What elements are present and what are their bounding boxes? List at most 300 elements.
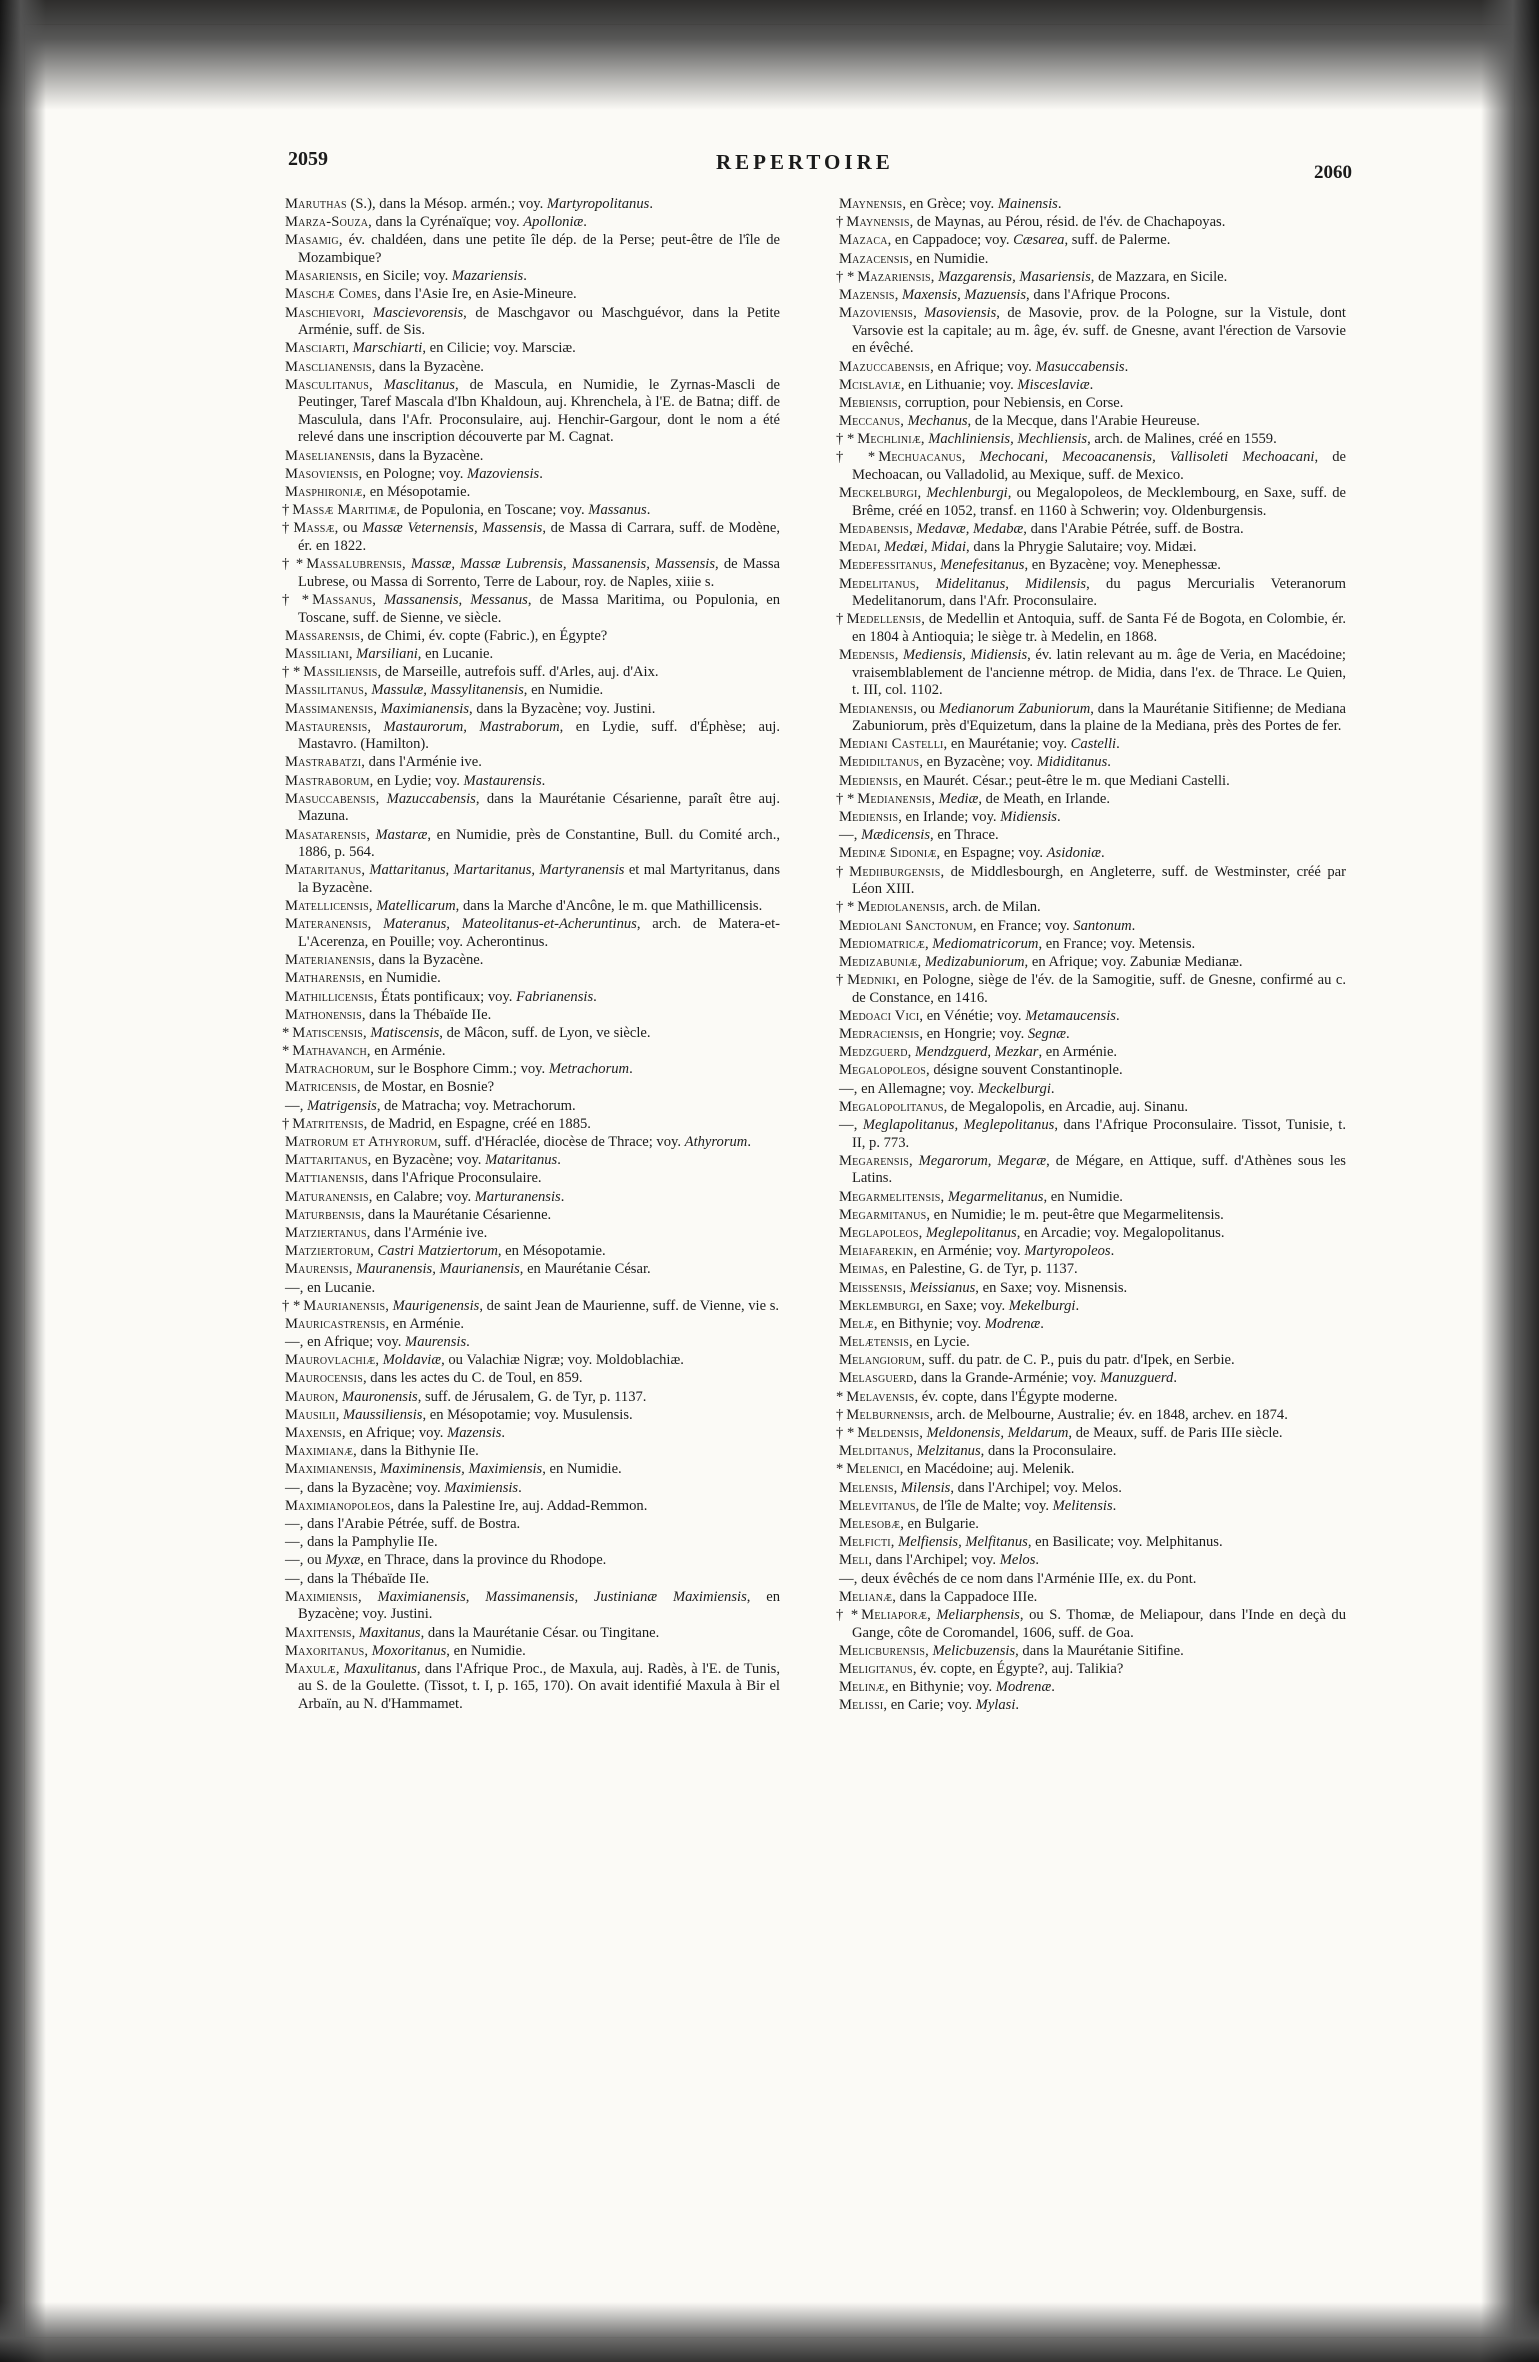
entry-headword: Maynensis (846, 214, 910, 231)
entry-headword: Matritensis (292, 1115, 364, 1132)
dictionary-entry (282, 1352, 780, 1370)
entry-tail: , en Numidie. (523, 682, 604, 699)
entry-variants: Meldonensis, Meldarum (926, 1425, 1069, 1442)
entry-text: , en Maurét. César.; peut-être le m. que Mediani Castelli. (898, 772, 1230, 789)
entry-text: , (368, 898, 377, 915)
dictionary-entry (282, 1061, 780, 1079)
entry-variants: Maximianensis (380, 700, 470, 717)
entry-tail: , de Massa Maritima, ou Populonia, en Toscane, suff. de Sienne, ve siècle. (298, 591, 781, 626)
dictionary-entry (836, 1062, 1346, 1080)
dictionary-entry (836, 845, 1346, 863)
entry-headword: Meligitanus (839, 1660, 913, 1677)
dictionary-entry (282, 1534, 780, 1552)
dictionary-entry (836, 1099, 1346, 1117)
entry-text: , (364, 1642, 372, 1659)
entry-tail: , de Matracha; voy. Metrachorum. (376, 1097, 576, 1114)
entry-headword: Masuccabensis (285, 790, 376, 807)
entry-tail: , arch. de Matera-et-L'Acerenza, en Pouille; voy. Acherontinus. (298, 916, 781, 950)
entry-headword: Mathavanch (292, 1043, 367, 1060)
scan-edge-right (1481, 0, 1539, 2362)
entry-tail: , dans la Maurétanie Césarienne, paraît être auj. Mazuna. (298, 790, 781, 825)
entry-headword: Masamig (285, 232, 339, 249)
entry-text: , en Pologne, siège de l'év. de la Samogitie, suff. de Gnesne, confirmé au c. de Constance, en 1416. (852, 972, 1347, 1006)
dictionary-entry (836, 1552, 1346, 1570)
entry-variants: Mastaurensis (463, 772, 542, 789)
entry-variants: Milensis (900, 1479, 951, 1496)
entry-text: , (907, 1044, 915, 1061)
entry-text: , (917, 953, 925, 970)
dictionary-entry (282, 664, 780, 682)
entry-tail: , en Maurétanie César. (519, 1261, 651, 1278)
entry-headword: Mazaca (839, 232, 888, 249)
entry-tail: . (1075, 1297, 1080, 1314)
entry-headword: Medinæ Sidoniæ (839, 845, 937, 862)
entry-headword: Meklemburgi (839, 1297, 920, 1314)
entry-tail: , dans l'Afrique Procons. (1026, 286, 1171, 303)
entry-headword: Mathonensis (285, 1006, 362, 1023)
entry-text: , en Bithynie; voy. (873, 1315, 985, 1332)
entry-text: , (930, 268, 939, 285)
entry-headword: Massæ (293, 520, 335, 537)
dictionary-entry (282, 791, 780, 826)
dictionary-entry (282, 1207, 780, 1225)
entry-text: , (908, 521, 917, 537)
dictionary-entry (836, 521, 1346, 539)
entry-headword: Maturanensis (285, 1188, 369, 1205)
dictionary-entry (282, 1516, 780, 1534)
entry-headword: Maruthas (285, 196, 347, 212)
entry-headword: Mataritanus (285, 862, 362, 879)
dictionary-entry (282, 1643, 780, 1661)
entry-variants: Melos (999, 1552, 1036, 1569)
entry-headword: Massarensis (285, 627, 361, 644)
entry-text: , en Macédoine; auj. Melenik. (899, 1461, 1075, 1478)
entry-variants: Cæsarea (1013, 232, 1065, 249)
entry-headword: Mastraborum (285, 772, 370, 789)
entry-headword: Maxensis (285, 1425, 342, 1442)
entry-headword: Masciarti (285, 340, 346, 357)
dictionary-entry (282, 1025, 780, 1043)
entry-tail: , dans la Maurétanie Sitifienne; de Mediana Zabuniorum, près d'Equizetum, dans la plaine de la Mediana, près des Portes de fer. (852, 700, 1346, 735)
entry-mark: * (836, 1388, 844, 1405)
entry-text: , (924, 935, 933, 952)
entry-tail: , en France; voy. Metensis. (1038, 935, 1196, 952)
entry-headword: Melianæ (839, 1588, 893, 1605)
dictionary-entry (282, 1552, 780, 1570)
entry-text: , év. copte, en Égypte?, auj. Talikia? (912, 1660, 1124, 1677)
dictionary-entry (282, 1170, 780, 1188)
dictionary-entry (836, 899, 1346, 917)
entry-variants: Massæ, Massæ Lubrensis, Massanensis, Massensis (410, 556, 716, 573)
dictionary-entry (836, 449, 1346, 484)
entry-text: , év. chaldéen, dans une petite île dép. de la Perse; peut-être de l'île de Mozambique? (298, 232, 780, 266)
entry-text: , en Maurétanie; voy. (943, 736, 1071, 753)
entry-tail: , en Cilicie; voy. Marsciæ. (422, 340, 576, 357)
entry-text: , dans l'Arabie Pétrée, suff. de Bostra. (299, 1515, 521, 1532)
dictionary-entry (282, 1152, 780, 1170)
entry-headword: Melangiorum (839, 1352, 922, 1369)
entry-text: , sur le Bosphore Cimm.; voy. (370, 1061, 549, 1078)
dictionary-entry (836, 773, 1346, 791)
entry-headword: Mebiensis (839, 394, 898, 411)
dictionary-entry (282, 1407, 780, 1425)
entry-headword: Melætensis (839, 1334, 909, 1351)
entry-tail: , en Numidie. (542, 1461, 622, 1478)
entry-variants: Segnæ (1027, 1026, 1066, 1043)
entry-headword: Mathillicensis (285, 988, 374, 1005)
entry-tail: . (583, 214, 587, 231)
entry-tail: . (1107, 754, 1111, 771)
left-column (282, 196, 780, 1714)
entry-tail: , ou Valachiæ Nigræ; voy. Moldoblachiæ. (441, 1352, 684, 1369)
entry-headword: Maschæ Comes (285, 286, 378, 303)
entry-text: , en Numidie. (908, 250, 989, 267)
entry-headword: Maschievori (285, 304, 361, 321)
dictionary-entry (836, 1352, 1346, 1370)
right-column (836, 196, 1346, 1715)
entry-variants: Midelitanus, Midilensis (935, 575, 1087, 592)
entry-mark: * (282, 1043, 290, 1060)
entry-headword: Medraciensis (839, 1026, 920, 1043)
entry-headword: Megalopolitanus (839, 1098, 944, 1115)
entry-tail: , arch. de Malines, créé en 1559. (1087, 431, 1277, 448)
entry-text: , (927, 1606, 937, 1623)
entry-headword: Maselianensis (285, 447, 372, 464)
entry-text: , en Palestine, G. de Tyr, p. 1137. (884, 1261, 1078, 1278)
dictionary-entry (836, 1189, 1346, 1207)
dictionary-entry (836, 1643, 1346, 1661)
entry-tail: . (649, 196, 653, 212)
dictionary-entry (836, 647, 1346, 700)
entry-headword: Medizabuniæ (839, 953, 918, 970)
running-title: REPERTOIRE (716, 150, 894, 174)
entry-text: , en Afrique; voy. (930, 358, 1036, 375)
entry-headword: Masculitanus (285, 376, 370, 393)
entry-tail: , de Mechoacan, ou Valladolid, au Mexique, suff. de Mexico. (852, 449, 1346, 484)
entry-text: , désigne souvent Constantinople. (926, 1062, 1123, 1079)
entry-variants: Modrenæ (984, 1315, 1041, 1332)
entry-variants: Mainensis (997, 196, 1058, 212)
entry-tail: , en Lydie, suff. d'Éphèse; auj. Mastavro. (Hamilton). (298, 718, 780, 753)
entry-variants: Maussiliensis (342, 1406, 423, 1423)
entry-variants: Mediomatricorum (932, 935, 1039, 952)
entry-variants: Maxensis, Mazuensis (902, 286, 1027, 303)
entry-tail: , en Basilicate; voy. Melphitanus. (1027, 1534, 1223, 1551)
dictionary-entry (282, 359, 780, 377)
entry-variants: Mastaræ (375, 826, 428, 843)
dictionary-entry (282, 1043, 780, 1061)
dictionary-entry (836, 1679, 1346, 1697)
entry-variants: Mylasi (975, 1697, 1016, 1714)
entry-text: , en Hongrie; voy. (919, 1026, 1028, 1043)
dictionary-entry (282, 1134, 780, 1152)
entry-tail: . (560, 1188, 565, 1205)
entry-tail: , de la Mecque, dans l'Arabie Heureuse. (967, 413, 1200, 430)
entry-mark: † * (836, 449, 876, 466)
entry-text: , en Numidie; le m. peut-être que Megarmelitensis. (926, 1206, 1224, 1223)
entry-variants: Medizabuniorum (924, 953, 1025, 970)
entry-headword: Mediensis (839, 772, 899, 789)
entry-variants: Myxæ (325, 1552, 361, 1569)
dictionary-entry (282, 1498, 780, 1516)
dictionary-entry (282, 1261, 780, 1279)
entry-headword: — (285, 1534, 300, 1551)
entry-tail: , en Byzacène; voy. Justini. (298, 1588, 780, 1623)
dictionary-entry (836, 1316, 1346, 1334)
entry-text: , dans l'Archipel; voy. (868, 1552, 1000, 1569)
entry-tail: , en Lucanie. (417, 645, 494, 662)
entry-headword: Matellicensis (285, 898, 369, 915)
entry-tail: . (523, 268, 527, 285)
entry-text: , en Carie; voy. (883, 1697, 976, 1714)
entry-text: , de Marseille, autrefois suff. d'Arles, auj. d'Aix. (377, 664, 659, 681)
entry-tail: , dans l'Archipel; voy. Melos. (950, 1479, 1122, 1496)
dictionary-entry (282, 1225, 780, 1243)
entry-text: , dans la Bithynie IIe. (353, 1443, 479, 1460)
entry-text: , de l'île de Malte; voy. (915, 1497, 1053, 1514)
entry-variants: Menefesitanus (940, 557, 1025, 574)
entry-text: , dans la Palestine Ire, auj. Addad-Remmon. (390, 1497, 648, 1514)
dictionary-entry (836, 1607, 1346, 1642)
dictionary-entry (836, 359, 1346, 377)
entry-variants: Maxitanus (358, 1624, 421, 1641)
dictionary-entry (836, 754, 1346, 772)
entry-headword: Medzguerd (839, 1044, 908, 1061)
entry-variants: Melicbuzensis (932, 1642, 1016, 1659)
dictionary-entry (836, 196, 1346, 214)
entry-text: , (902, 1279, 910, 1296)
entry-tail: . (1089, 376, 1094, 393)
page-number-left: 2059 (288, 148, 328, 170)
entry-tail: . (539, 465, 543, 482)
entry-text: , en Numidie. (361, 970, 441, 987)
entry-variants: Meliarphensis (936, 1606, 1020, 1623)
entry-text: , dans l'Afrique Proconsulaire. (364, 1170, 542, 1187)
dictionary-entry (282, 646, 780, 664)
entry-variants: Melitensis (1052, 1497, 1113, 1514)
entry-variants: Mazariensis (451, 268, 524, 285)
dictionary-entry (282, 1116, 780, 1134)
entry-tail: et mal Martyritanus, dans la Byzacène. (298, 862, 781, 896)
entry-headword: Maxoritanus (285, 1642, 365, 1659)
dictionary-entry (282, 1461, 780, 1479)
entry-headword: Mediensis (839, 809, 899, 826)
entry-text: , (876, 539, 885, 556)
entry-tail: , de Mâcon, suff. de Lyon, ve siècle. (439, 1024, 651, 1041)
entry-text: , suff. du patr. de C. P., puis du patr. d'Ipek, en Serbie. (921, 1352, 1235, 1369)
entry-headword: Mauron (285, 1388, 335, 1405)
entry-variants: Mechanus (907, 413, 968, 430)
entry-text: , suff. d'Héraclée, diocèse de Thrace; voy. (437, 1134, 685, 1151)
entry-headword: Medniki (847, 972, 896, 989)
entry-text: , (375, 1352, 383, 1369)
entry-headword: Matrachorum (285, 1061, 371, 1078)
dictionary-entry (282, 1298, 780, 1316)
entry-tail: . (1112, 1497, 1117, 1514)
scan-edge-left (0, 0, 46, 2362)
dictionary-entry (836, 576, 1346, 611)
entry-text: , en Lydie; voy. (369, 772, 464, 789)
entry-text: , en Pologne; voy. (358, 465, 468, 482)
entry-text: , en Byzacène; voy. (919, 754, 1037, 771)
entry-text: , (367, 916, 384, 933)
entry-mark: † (282, 520, 291, 537)
entry-headword: Meissensis (839, 1279, 903, 1296)
entry-variants: Machliniensis, Mechliensis (928, 431, 1088, 448)
dictionary-entry (836, 287, 1346, 305)
dictionary-entry (836, 1407, 1346, 1425)
entry-variants: Mechocani, Mecoacanensis, Vallisoleti Mechoacani (979, 449, 1315, 466)
entry-headword: Meimas (839, 1261, 885, 1278)
entry-headword: Mazariensis (857, 268, 931, 285)
entry-headword: Matiscensis (292, 1024, 364, 1041)
dictionary-entry (282, 520, 780, 555)
entry-headword: Melevitanus (839, 1497, 916, 1514)
entry-mark: † * (836, 268, 855, 285)
entry-headword: Mazacensis (839, 250, 909, 267)
entry-variants: Marschiarti (352, 340, 423, 357)
entry-text: , (364, 682, 372, 699)
entry-tail: , en Numidie. (1043, 1188, 1123, 1205)
dictionary-entry (282, 1007, 780, 1025)
entry-text: , en Vénétie; voy. (919, 1007, 1026, 1024)
entry-text: , États pontificaux; voy. (373, 988, 517, 1005)
dictionary-entry (836, 269, 1346, 287)
entry-variants: Maxulitanus (343, 1660, 417, 1677)
entry-headword: Marza-Souza (285, 214, 369, 231)
entry-variants: Castri Matziertorum (377, 1243, 498, 1260)
dictionary-entry (836, 305, 1346, 358)
dictionary-entry (282, 286, 780, 304)
entry-tail: , ou S. Thomæ, de Meliapour, dans l'Inde en deçà du Gange, côte de Coromandel, 1606, suff. de Goa. (852, 1606, 1347, 1641)
entry-text: , (893, 1479, 901, 1496)
entry-headword: Mauricastrensis (285, 1315, 386, 1332)
entry-text: , (932, 557, 941, 574)
entry-text: , en Lucanie. (299, 1279, 376, 1296)
dictionary-entry (836, 1425, 1346, 1443)
entry-variants: Maximianensis, Massimanensis, Justinianæ Maximiensis (377, 1588, 747, 1605)
entry-mark: † * (836, 1606, 859, 1623)
entry-tail: , en Arcadie; voy. Megalopolitanus. (1016, 1224, 1225, 1241)
dictionary-entry (836, 1153, 1346, 1188)
entry-tail: , de saint Jean de Maurienne, suff. de Vienne, vie s. (479, 1297, 780, 1314)
entry-variants: Martyropolitanus (546, 196, 650, 212)
entry-variants: Castelli (1070, 736, 1117, 753)
entry-headword: Mediolani Sanctonum (839, 917, 973, 934)
dictionary-entry (836, 809, 1346, 827)
dictionary-entry (836, 1571, 1346, 1589)
entry-text: , en Bulgarie. (900, 1515, 979, 1532)
dictionary-entry (836, 701, 1346, 736)
entry-headword: Maximianopoleos (285, 1497, 391, 1514)
entry-variants: Medæi, Midai (884, 539, 967, 556)
entry-headword: Melenici (846, 1461, 900, 1478)
entry-variants: Mediensis, Midiensis (902, 647, 1028, 664)
dictionary-entry (282, 1443, 780, 1461)
entry-headword: Maynensis (839, 196, 903, 212)
entry-text: , (351, 1624, 359, 1641)
entry-headword: Mechliniæ (857, 431, 921, 448)
entry-headword: Mechuacanus (878, 449, 962, 466)
entry-text: , (919, 1425, 927, 1442)
entry-mark: † * (836, 790, 855, 807)
entry-text: , de Maynas, au Pérou, résid. de l'év. de Chachapoyas. (909, 214, 1226, 231)
entry-tail: , de Meath, en Irlande. (978, 790, 1111, 807)
entry-tail: , dans l'Afrique Proc., de Maxula, auj. Radès, à l'E. de Tunis, au S. de la Goulette. (Tissot, t. I, p. 165, 170). On avait identifié Maxula à Bir el Arbaïn, au N. d'Hammamet. (298, 1660, 781, 1713)
entry-text: , en France; voy. (972, 917, 1074, 934)
entry-variants: Mazensis (447, 1425, 502, 1442)
entry-variants: Midiensis (1000, 809, 1057, 826)
dictionary-entry (282, 1280, 780, 1298)
dictionary-entry (282, 970, 780, 988)
entry-text: , dans la Byzacène. (371, 447, 484, 464)
entry-headword: Melasguerd (839, 1370, 914, 1387)
entry-tail: , en Arménie. (1038, 1044, 1118, 1061)
entry-tail: , de Mégare, en Attique, suff. d'Athènes sous les Latins. (852, 1152, 1346, 1187)
entry-tail: . (518, 1479, 522, 1496)
entry-variants: Mataritanus (485, 1152, 558, 1169)
entry-variants: Manuzguerd (1100, 1370, 1174, 1387)
entry-headword: Massilitanus (285, 682, 365, 699)
dictionary-entry (836, 539, 1346, 557)
dictionary-entry (282, 502, 780, 520)
entry-mark: † * (836, 899, 855, 916)
entry-text: , de Populonia, en Toscane; voy. (396, 502, 589, 519)
entry-headword: Massanus (312, 591, 373, 608)
entry-tail: . (1110, 1243, 1115, 1260)
entry-headword: Mediiburgensis (849, 863, 941, 880)
entry-text: , (348, 1261, 356, 1278)
entry-text: , (373, 700, 381, 717)
entry-tail: . (593, 988, 597, 1005)
entry-variants: Mazoviensis (467, 465, 540, 482)
entry-text: , (853, 827, 862, 844)
entry-headword: Mediani Castelli (839, 736, 944, 753)
entry-text: , (360, 304, 373, 321)
dictionary-entry (282, 773, 780, 791)
entry-tail: , en Byzacène; voy. Menephessæ. (1024, 557, 1221, 574)
entry-headword: Melicburensis (839, 1642, 926, 1659)
entry-tail: . (1173, 1370, 1177, 1387)
entry-mark: † (836, 214, 844, 231)
entry-variants: Meissianus (909, 1279, 976, 1296)
entry-variants: Apolloniæ (523, 214, 584, 231)
entry-headword: Meiafarekin (839, 1243, 914, 1260)
entry-text: , (925, 1642, 933, 1659)
entry-text: , en Irlande; voy. (898, 809, 1001, 826)
entry-headword: Medidiltanus (839, 754, 920, 771)
dictionary-entry (282, 196, 780, 214)
entry-text: , (900, 413, 908, 430)
dictionary-entry (282, 862, 780, 897)
entry-headword: — (285, 1570, 300, 1587)
entry-headword: Megalopoleos (839, 1062, 927, 1079)
entry-tail: , en Numidie. (446, 1642, 526, 1659)
entry-text: , dans la Byzacène. (371, 952, 484, 969)
dictionary-entry (836, 1280, 1346, 1298)
dictionary-entry (836, 936, 1346, 954)
entry-headword: — (285, 1279, 300, 1296)
entry-text: , ou (913, 700, 939, 717)
dictionary-entry (282, 916, 780, 951)
dictionary-entry (836, 1207, 1346, 1225)
entry-text: , en Byzacène; voy. (367, 1152, 486, 1169)
dictionary-entry (836, 431, 1346, 449)
entry-text: , év. copte, dans l'Égypte moderne. (914, 1388, 1118, 1405)
entry-text: , (917, 485, 927, 502)
entry-text: , (894, 286, 902, 303)
entry-text: , dans la Cyrénaïque; voy. (368, 214, 524, 231)
